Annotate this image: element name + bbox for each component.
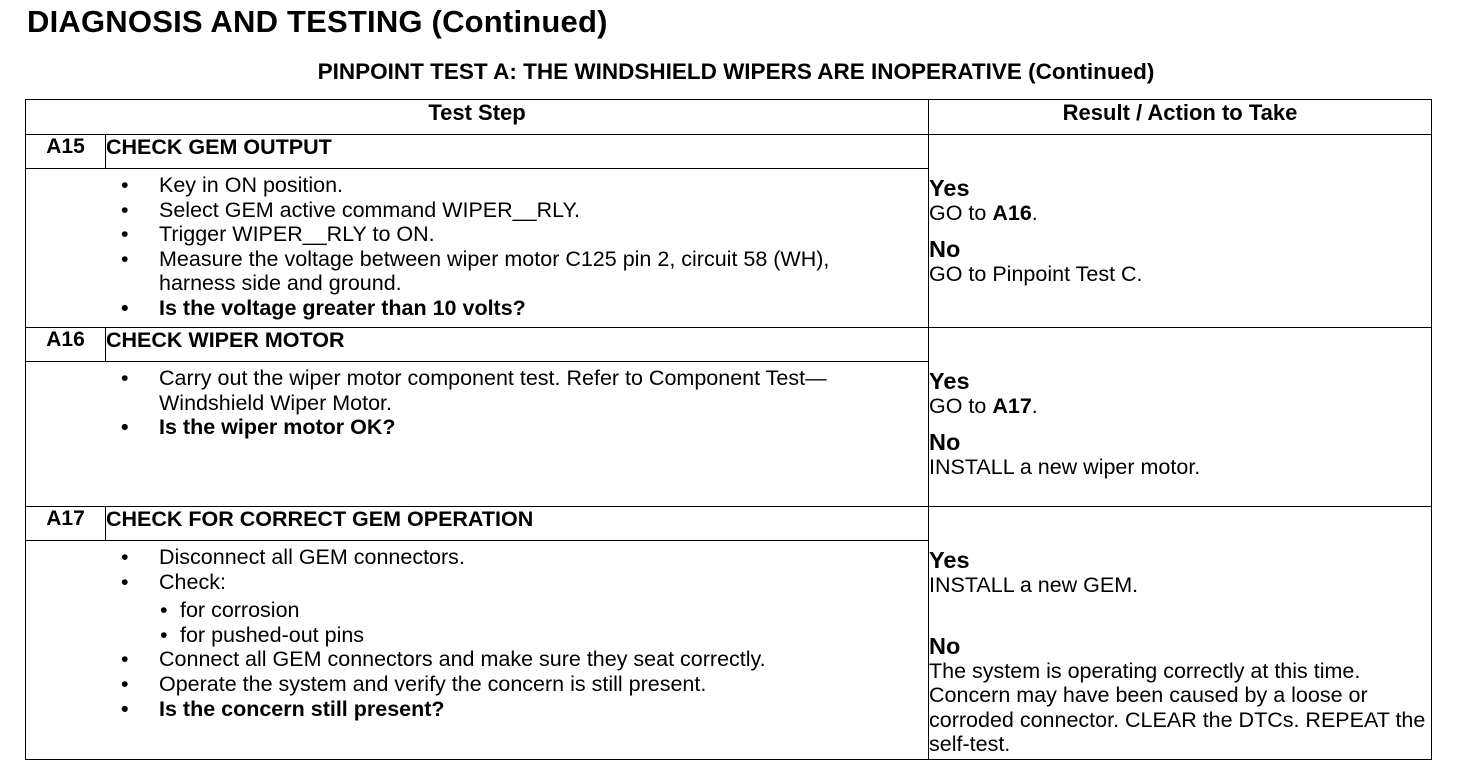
step-question-a16: • Is the wiper motor OK?	[26, 415, 928, 440]
step-question-a15: • Is the voltage greater than 10 volts?	[26, 296, 928, 321]
step-title-a15: CHECK GEM OUTPUT	[106, 135, 929, 169]
result-cell-a15	[929, 135, 1432, 328]
table-header-row	[26, 100, 1432, 135]
list-item	[26, 570, 928, 595]
step-id-a15: A15	[26, 135, 106, 169]
no-label-a15: No	[929, 235, 961, 262]
step-body-a16	[26, 362, 929, 507]
step-id-a17: A17	[26, 507, 106, 541]
result-cell-a16	[929, 328, 1432, 507]
step-question-a17: • Is the concern still present?	[26, 697, 928, 722]
check-label: Check:	[159, 569, 226, 594]
sub-list-item: • for corrosion	[26, 598, 928, 623]
step-a17-title-row	[26, 507, 1432, 541]
no-action-a17: The system is operating correctly at this time. Concern may have been caused by a loose or corroded connector. CLEAR the DTCs. REPEAT the self-test.	[929, 658, 1426, 757]
step-a15-title-row	[26, 135, 1432, 169]
step-id-a16: A16	[26, 328, 106, 362]
yes-label-a17: Yes	[929, 547, 970, 573]
list-item: • Disconnect all GEM connectors.	[26, 545, 928, 570]
header-result-action: Result / Action to Take	[929, 100, 1432, 135]
yes-action-a15: GO to A16.	[929, 201, 1038, 225]
yes-label-a15: Yes	[929, 175, 970, 201]
yes-label-a16: Yes	[929, 368, 970, 394]
step-body-a17	[26, 541, 929, 760]
pinpoint-test-subtitle: PINPOINT TEST A: THE WINDSHIELD WIPERS ARE INOPERATIVE (Continued)	[317, 59, 1155, 84]
list-item: • Select GEM active command WIPER__RLY.	[26, 198, 928, 223]
no-label-a17: No	[929, 632, 961, 659]
header-test-step: Test Step	[26, 100, 929, 135]
yes-action-a17: INSTALL a new GEM.	[929, 573, 1139, 597]
pinpoint-test-table	[25, 99, 1432, 760]
yes-action-a16: GO to A17.	[929, 394, 1038, 418]
step-title-a17: CHECK FOR CORRECT GEM OPERATION	[106, 507, 929, 541]
step-title-a16: CHECK WIPER MOTOR	[106, 328, 929, 362]
no-label-a16: No	[929, 428, 961, 455]
no-action-a15: GO to Pinpoint Test C.	[929, 261, 1143, 286]
page-title: DIAGNOSIS AND TESTING (Continued)	[27, 4, 608, 39]
list-item: • Carry out the wiper motor component test. Refer to Component Test—Windshield Wiper Motor.	[26, 366, 928, 415]
list-item: • Operate the system and verify the concern is still present.	[26, 672, 928, 697]
result-cell-a17	[929, 507, 1432, 760]
list-item: • Measure the voltage between wiper motor C125 pin 2, circuit 58 (WH), harness side and ground.	[26, 247, 928, 296]
sub-list-item: • for pushed-out pins	[26, 623, 928, 648]
step-a16-title-row	[26, 328, 1432, 362]
list-item: • Trigger WIPER__RLY to ON.	[26, 222, 928, 247]
no-action-a16: INSTALL a new wiper motor.	[929, 454, 1201, 479]
list-item: • Key in ON position.	[26, 173, 928, 198]
list-item: • Connect all GEM connectors and make sure they seat correctly.	[26, 647, 928, 672]
step-body-a15	[26, 169, 929, 328]
